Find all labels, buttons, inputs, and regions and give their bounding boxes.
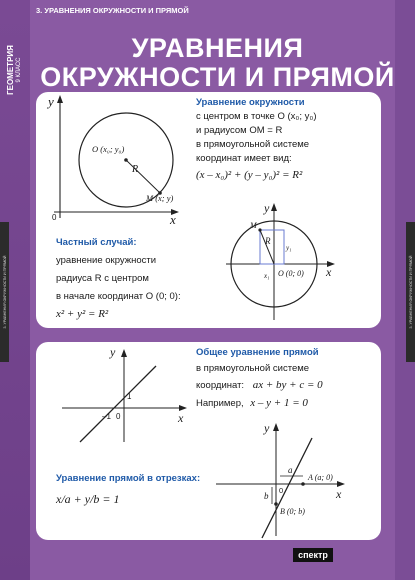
- point-a: [301, 482, 305, 486]
- tick-neg-label: –1: [102, 412, 111, 421]
- m2-point: [258, 228, 261, 231]
- special-line-2: радиуса R с центром: [56, 273, 149, 284]
- origin3-label: 0: [116, 412, 121, 421]
- example-label: Например,: [196, 398, 244, 409]
- title-line-2: ОКРУЖНОСТИ И ПРЯМОЙ: [40, 62, 395, 92]
- footer: [36, 544, 381, 576]
- line-coord-label: координат:: [196, 380, 245, 391]
- x-label: x: [170, 212, 176, 227]
- circle-line-2: и радиусом OM = R: [196, 125, 283, 136]
- a-label: a: [288, 465, 293, 475]
- line-heading: Общее уравнение прямой: [196, 347, 319, 358]
- line-formula: ax + by + c = 0: [252, 379, 323, 391]
- line-example: [196, 396, 308, 411]
- y2-arrow-icon: [271, 203, 277, 211]
- y-label: y: [48, 94, 54, 109]
- radius2-label: R: [265, 236, 271, 246]
- point-b-label: B (0; b): [280, 507, 305, 516]
- x2-label: x: [326, 265, 332, 279]
- left-side-tab: [0, 222, 9, 362]
- intercept-formula: x/a + y/b = 1: [56, 492, 120, 506]
- special-formula: x² + y² = R²: [56, 308, 109, 320]
- special-line-1: уравнение окружности: [56, 255, 157, 266]
- publisher-logo: спектр: [293, 548, 333, 562]
- circle-formula: (x – x₀)² + (y – y₀)² = R²: [196, 169, 303, 181]
- y2-label: y: [264, 201, 270, 215]
- special-line-3: в начале координат O (0; 0):: [56, 291, 181, 302]
- subject-name: ГЕОМЕТРИЯ: [6, 45, 15, 95]
- origin-label: 0: [52, 213, 57, 222]
- center-label: O (x₀; y₀): [92, 144, 125, 154]
- y3-label: y: [110, 345, 116, 359]
- center-point: [124, 158, 128, 162]
- intercept-line: [262, 438, 312, 538]
- y1-label: y₁: [286, 244, 292, 252]
- line-text-2: [196, 378, 323, 393]
- page-title: [40, 34, 395, 92]
- origin4-label: 0: [279, 486, 284, 495]
- right-tab-text: 3. УРАВНЕНИЯ ОКРУЖНОСТИ И ПРЯМОЙ: [408, 255, 413, 329]
- special-case-heading: Частный случай:: [56, 237, 137, 248]
- circle-heading: Уравнение окружности: [196, 97, 305, 108]
- y4-arrow-icon: [273, 423, 279, 431]
- title-line-1: УРАВНЕНИЯ: [131, 33, 304, 63]
- y3-arrow-icon: [121, 349, 127, 357]
- circle-line-1: с центром в точке O (x₀; y₀): [196, 111, 317, 122]
- m2-label: M: [250, 221, 257, 230]
- x4-label: x: [336, 487, 342, 501]
- left-sidebar: [0, 0, 30, 580]
- point-a-label: A (a; 0): [308, 473, 333, 482]
- subject-label: [6, 45, 24, 95]
- center2-label: O (0; 0): [278, 269, 304, 278]
- b-label: b: [264, 491, 269, 501]
- circle-line-4: координат имеет вид:: [196, 153, 292, 164]
- point-b: [274, 502, 278, 506]
- circle-line-3: в прямоугольной системе: [196, 139, 310, 150]
- x1-label: x₁: [264, 272, 270, 280]
- radius-label: R: [132, 164, 139, 175]
- left-tab-text: 3. УРАВНЕНИЯ ОКРУЖНОСТИ И ПРЯМОЙ: [2, 255, 7, 329]
- intercept-heading: Уравнение прямой в отрезках:: [56, 473, 201, 484]
- m-label: M (x; y): [146, 193, 174, 203]
- example-formula: x – y + 1 = 0: [250, 397, 308, 409]
- right-side-tab: [406, 222, 415, 362]
- tick-one-label: 1: [127, 392, 132, 401]
- y4-label: y: [264, 421, 270, 435]
- grade-label: 9 КЛАСС: [16, 57, 22, 83]
- right-sidebar: [395, 0, 415, 580]
- example-line: [80, 366, 156, 442]
- line-text-1: в прямоугольной системе: [196, 363, 310, 374]
- section-label: 3. УРАВНЕНИЯ ОКРУЖНОСТИ И ПРЯМОЙ: [36, 6, 189, 15]
- circle-panel: [36, 92, 381, 328]
- y-arrow-icon: [57, 95, 63, 103]
- line-panel: [36, 342, 381, 540]
- x3-label: x: [178, 411, 184, 425]
